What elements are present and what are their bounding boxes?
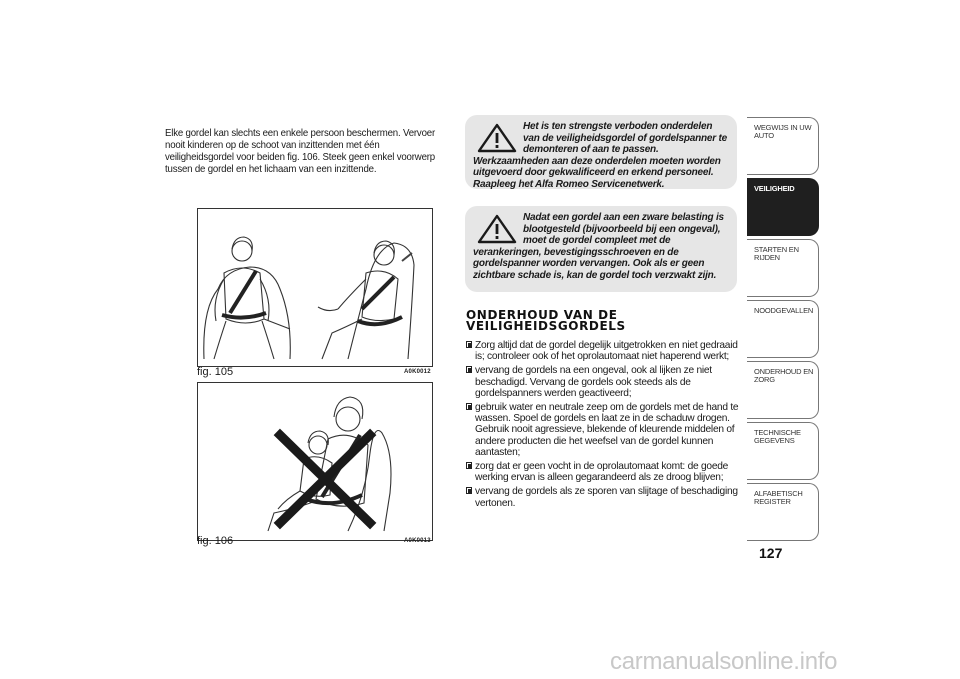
list-item: vervang de gordels als ze sporen van slijtage of beschadiging vertonen. xyxy=(466,486,746,508)
checkbox-bullet-icon xyxy=(466,403,472,410)
checkbox-bullet-icon xyxy=(466,487,472,494)
list-item: vervang de gordels na een ongeval, ook al lijken ze niet beschadigd. Vervang de gordels ook steeds als de gordelspanners werden geactiveerd; xyxy=(466,365,746,399)
tab-technische[interactable]: TECHNISCHE GEGEVENS xyxy=(747,422,819,480)
tab-veiligheid[interactable]: VEILIGHEID xyxy=(747,178,819,236)
warning-triangle-icon xyxy=(477,214,517,244)
seatbelt-adults-illustration xyxy=(198,209,432,366)
figure-106-code: A0K0013 xyxy=(404,538,431,544)
section-title: ONDERHOUD VAN DE VEILIGHEIDSGORDELS xyxy=(466,308,626,333)
warning-triangle-icon xyxy=(477,123,517,153)
chapter-tabs xyxy=(747,117,819,544)
list-item: gebruik water en neutrale zeep om de gordels met de hand te wassen. Spoel de gordels en laat ze in de schaduw drogen. Gebruik nooit agressieve, blekende of kleurende middelen of andere producten die het weefsel van de gordel kunnen aantasten; xyxy=(466,402,746,458)
figure-105-seatbelt-illustration xyxy=(197,208,433,367)
tab-onderhoud[interactable]: ONDERHOUD EN ZORG xyxy=(747,361,819,419)
checkbox-bullet-icon xyxy=(466,462,472,469)
figure-106-caption: fig. 106 xyxy=(197,535,234,547)
warning-box-modification xyxy=(465,115,737,189)
checkbox-bullet-icon xyxy=(466,341,472,348)
figure-106-prohibited-illustration xyxy=(197,382,433,541)
tab-noodgevallen[interactable]: NOODGEVALLEN xyxy=(747,300,819,358)
tab-starten[interactable]: STARTEN EN RIJDEN xyxy=(747,239,819,297)
intro-paragraph: Elke gordel kan slechts een enkele persoon beschermen. Vervoer nooit kinderen op de schoot van inzittenden met één veiligheidsgordel voor beiden fig. 106. Steek geen enkel voorwerp tussen de gordel en het lichaam van een inzittende. xyxy=(165,126,435,175)
page-number: 127 xyxy=(759,545,783,561)
child-on-lap-illustration xyxy=(198,383,432,535)
maintenance-bullet-list xyxy=(466,340,746,512)
figure-105-code: A0K0012 xyxy=(404,369,431,375)
belt-shoulder-left xyxy=(230,271,256,313)
warning-box-replacement xyxy=(465,206,737,292)
warning-text: Nadat een gordel aan een zware belasting is blootgesteld (bijvoorbeeld bij een ongeval), moet de gordel compleet met de verankeringen, bevestigingsschroeven en de gordelspanner worden vervangen. Ook als er geen zichtbare schade is, kan de gordel toch verzwakt zijn. xyxy=(473,212,724,281)
checkbox-bullet-icon xyxy=(466,366,472,373)
warning-text: Het is ten strengste verboden onderdelen van de veiligheidsgordel of gordelspanner te demonteren of aan te passen. Werkzaamheden aan deze onderdelen moeten worden uitgevoerd door gekwalificeerd en erkend personeel. Raapleeg het Alfa Romeo Servicenetwerk. xyxy=(473,121,728,190)
list-item: Zorg altijd dat de gordel degelijk uitgetrokken en niet gedraaid is; controleer ook of het oprolautomaat niet haperend werkt; xyxy=(466,340,746,362)
tab-register[interactable]: ALFABETISCH REGISTER xyxy=(747,483,819,541)
tab-wegwijs[interactable]: WEGWIJS IN UW AUTO xyxy=(747,117,819,175)
watermark: carmanualsonline.info xyxy=(610,648,838,675)
list-item: zorg dat er geen vocht in de oprolautomaat komt: de goede werking ervan is alleen gegarandeerd als ze droog blijven; xyxy=(466,461,746,483)
figure-105-caption: fig. 105 xyxy=(197,366,234,378)
